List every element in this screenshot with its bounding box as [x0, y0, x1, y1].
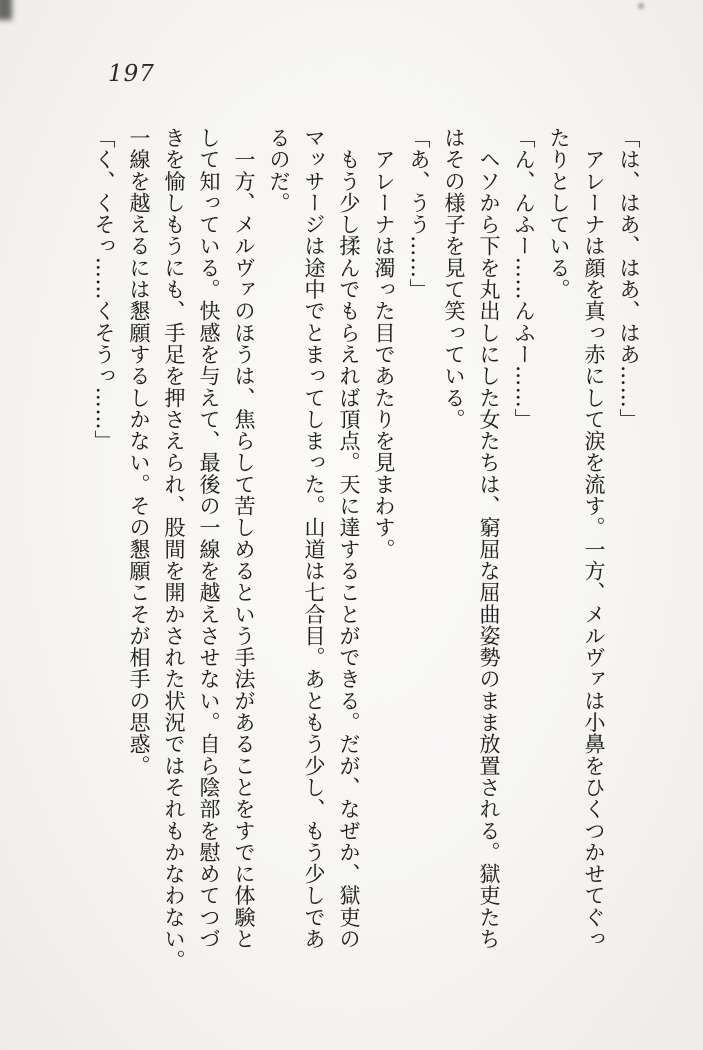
- text-column-15: 一線を越えるには懇願するしかない。その懇願こそが相手の思惑。: [127, 127, 151, 777]
- scan-artifact-corner: [0, 0, 12, 20]
- text-column-12: 一方、メルヴァのほうは、焦らして苦しめるという手法があることをすでに体験と: [232, 127, 256, 950]
- text-column-3: たりとしている。: [547, 127, 571, 301]
- text-column-5: ヘソから下を丸出しにした女たちは、窮屈な屈曲姿勢のまま放置される。獄吏たち: [477, 127, 501, 950]
- text-column-2: アレーナは顔を真っ赤にして涙を流す。一方、メルヴァは小鼻をひくつかせてぐっ: [582, 127, 606, 950]
- text-column-8: アレーナは濁った目であたりを見まわす。: [372, 127, 396, 560]
- text-column-16: 「く、くそっ……くそうっ……」: [92, 127, 116, 452]
- page-number: 197: [108, 61, 155, 87]
- text-column-14: きを愉しもうにも、手足を押さえられ、股間を開かされた状況ではそれもかなわない。: [162, 127, 186, 972]
- text-column-11: るのだ。: [267, 127, 291, 214]
- text-column-4: 「ん、んふー……んふー……」: [512, 127, 536, 431]
- text-column-9: もう少し揉んでもらえれば頂点。天に達することができる。だが、なぜか、獄吏の: [337, 127, 361, 950]
- text-column-7: 「あ、うう……」: [407, 127, 431, 301]
- scan-artifact-dot: [638, 3, 644, 9]
- text-column-1: 「は、はあ、はあ、はあ……」: [617, 127, 641, 431]
- text-column-13: して知っている。快感を与えて、最後の一線を越えさせない。自ら陰部を慰めてつづ: [197, 127, 221, 950]
- text-column-10: マッサージは途中でとまってしまった。山道は七合目。あともう少し、もう少しであ: [302, 127, 326, 950]
- text-column-6: はその様子を見て笑っている。: [442, 127, 466, 431]
